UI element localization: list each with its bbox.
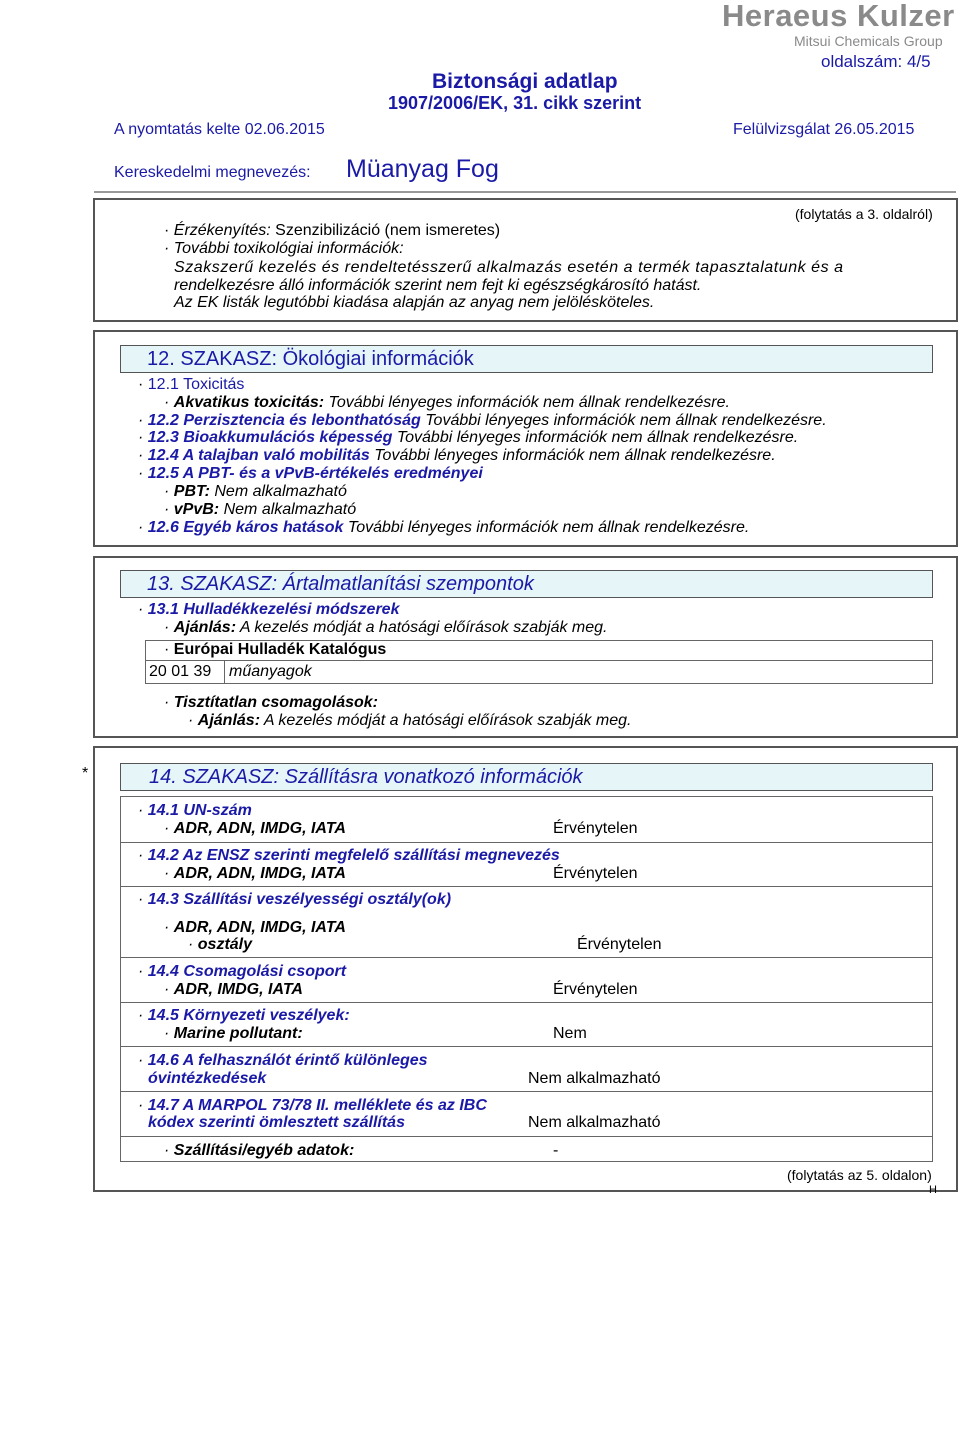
un-number-sub-row: · ADR, ADN, IMDG, IATA: [164, 820, 346, 837]
packing-group-regs: ADR, IMDG, IATA: [173, 981, 303, 998]
transport-row-divider: [120, 842, 933, 843]
packing-group-value: Érvénytelen: [553, 981, 638, 998]
bioaccumulation-label: 12.3 Bioakkumulációs képesség: [147, 429, 393, 446]
section-13-heading: [120, 570, 933, 598]
waste-catalog-label: Európai Hulladék Katalógus: [173, 641, 387, 658]
mobility-row: · 12.4 A talajban való mobilitás További lényeges információk nem állnak rendelkezésre.: [138, 447, 776, 464]
pbt-assessment-row: · 12.5 A PBT- és a vPvB-értékelés eredményei: [138, 465, 483, 482]
transport-row-divider: [120, 1091, 933, 1092]
section-12-title: 12. SZAKASZ: Ökológiai információk: [147, 348, 474, 370]
waste-catalog-code: 20 01 39: [149, 663, 212, 680]
toxicity-label: 12.1 Toxicitás: [147, 376, 245, 393]
sensitisation-row: · Érzékenyítés: Szenzibilizáció (nem ismeretes): [164, 222, 501, 239]
waste-methods-label: 13.1 Hulladékkezelési módszerek: [147, 601, 400, 618]
toxicity-row: · 12.1 Toxicitás: [138, 376, 245, 393]
special-precautions-row: · 14.6 A felhasználót érintő különleges: [138, 1052, 428, 1069]
trade-name-label: Kereskedelmi megnevezés:: [114, 164, 311, 181]
marpol-value: Nem alkalmazható: [528, 1114, 661, 1131]
shipping-name-label: 14.2 Az ENSZ szerinti megfelelő szállítási megnevezés: [147, 847, 560, 864]
transport-other-label: Szállítási/egyéb adatok:: [173, 1142, 355, 1159]
waste-catalog-divider: [145, 660, 933, 661]
hazard-class-label: 14.3 Szállítási veszélyességi osztály(ok): [147, 891, 452, 908]
print-date: A nyomtatás kelte 02.06.2015: [114, 121, 325, 138]
bioaccumulation-row: · 12.3 Bioakkumulációs képesség További lényeges információk nem állnak rendelkezésre.: [138, 429, 799, 446]
class-row: · osztály: [188, 936, 253, 953]
footer-mark: H: [929, 1184, 937, 1196]
aquatic-toxicity-label: Akvatikus toxicitás:: [173, 394, 325, 411]
further-tox-row: · További toxikológiai információk:: [164, 240, 404, 257]
recommendation-2-row: · Ajánlás: A kezelés módját a hatósági előírások szabják meg.: [188, 712, 632, 729]
class-value: Érvénytelen: [577, 936, 662, 953]
persistence-value: További lényeges információk nem állnak rendelkezésre.: [425, 412, 827, 429]
marpol-label: 14.7 A MARPOL 73/78 II. melléklete és az IBC: [147, 1097, 487, 1114]
marine-pollutant-label: Marine pollutant:: [173, 1025, 303, 1042]
hazard-class-regs: ADR, ADN, IMDG, IATA: [173, 919, 346, 936]
special-precautions-label-2: óvintézkedések: [148, 1070, 267, 1087]
tox-text-line-2: rendelkezésre álló információk szerint nem fejt ki egészségkárosító hatást.: [174, 277, 702, 294]
header-divider: [94, 191, 956, 193]
waste-catalog-description: műanyagok: [229, 663, 312, 680]
mobility-value: További lényeges információk nem állnak rendelkezésre.: [374, 447, 776, 464]
shipping-name-value: Érvénytelen: [553, 865, 638, 882]
un-number-regs: ADR, ADN, IMDG, IATA: [173, 820, 346, 837]
marine-pollutant-value: Nem: [553, 1025, 587, 1042]
section-12-heading: [120, 345, 933, 373]
recommendation-2-label: Ajánlás:: [197, 712, 261, 729]
packing-group-row: · 14.4 Csomagolási csoport: [138, 963, 347, 980]
env-hazards-label: 14.5 Környezeti veszélyek:: [147, 1007, 350, 1024]
class-label: osztály: [197, 936, 253, 953]
section-13-title: 13. SZAKASZ: Ártalmatlanítási szempontok: [147, 573, 534, 595]
marpol-row: · 14.7 A MARPOL 73/78 II. melléklete és az IBC: [138, 1097, 487, 1114]
revision-marker: *: [82, 765, 89, 782]
waste-catalog-header: · Európai Hulladék Katalógus: [164, 641, 387, 658]
vpvb-row: · vPvB: Nem alkalmazható: [164, 501, 357, 518]
hazard-class-sub-row: · ADR, ADN, IMDG, IATA: [164, 919, 346, 936]
shipping-name-row: · 14.2 Az ENSZ szerinti megfelelő szállítási megnevezés: [138, 847, 560, 864]
transport-row-divider: [120, 886, 933, 887]
section-14-title: 14. SZAKASZ: Szállításra vonatkozó információk: [149, 766, 583, 788]
transport-row-divider: [120, 1136, 933, 1137]
transport-other-row: · Szállítási/egyéb adatok:: [164, 1142, 355, 1159]
env-hazards-row: · 14.5 Környezeti veszélyek:: [138, 1007, 350, 1024]
transport-row-divider: [120, 1046, 933, 1047]
recommendation-2-value: A kezelés módját a hatósági előírások szabják meg.: [263, 712, 632, 729]
waste-methods-row: · 13.1 Hulladékkezelési módszerek: [138, 601, 400, 618]
sensitisation-value: Szenzibilizáció (nem ismeretes): [275, 222, 501, 239]
page-number: oldalszám: 4/5: [821, 52, 931, 71]
un-number-row: · 14.1 UN-szám: [138, 802, 252, 819]
company-logo-subtitle: Mitsui Chemicals Group: [794, 33, 943, 49]
transport-other-value: -: [553, 1142, 559, 1159]
shipping-name-regs: ADR, ADN, IMDG, IATA: [173, 865, 346, 882]
recommendation-value: A kezelés módját a hatósági előírások szabják meg.: [239, 619, 608, 636]
recommendation-row: · Ajánlás: A kezelés módját a hatósági előírások szabják meg.: [164, 619, 608, 636]
transport-row-divider: [120, 1002, 933, 1003]
marine-pollutant-row: · Marine pollutant:: [164, 1025, 303, 1042]
vpvb-label: vPvB:: [173, 501, 220, 518]
bioaccumulation-value: További lényeges információk nem állnak rendelkezésre.: [396, 429, 799, 446]
continued-to-note: (folytatás az 5. oldalon): [787, 1167, 932, 1183]
packing-group-label: 14.4 Csomagolási csoport: [147, 963, 347, 980]
aquatic-toxicity-row: · Akvatikus toxicitás: További lényeges információk nem állnak rendelkezésre.: [164, 394, 730, 411]
special-precautions-label: 14.6 A felhasználót érintő különleges: [147, 1052, 428, 1069]
vpvb-value: Nem alkalmazható: [223, 501, 357, 518]
trade-name-value: Müanyag Fog: [346, 155, 499, 183]
marpol-label-2: kódex szerinti ömlesztett szállítás: [148, 1114, 405, 1131]
section-14-heading: [120, 763, 933, 791]
un-number-label: 14.1 UN-szám: [147, 802, 252, 819]
document-title: Biztonsági adatlap: [432, 70, 618, 93]
revision-date: Felülvizsgálat 26.05.2015: [733, 121, 915, 138]
waste-catalog-col-divider: [224, 660, 225, 684]
other-effects-row: · 12.6 Egyéb káros hatások További lényeges információk nem állnak rendelkezésre.: [138, 519, 750, 536]
continued-from-note: (folytatás a 3. oldalról): [795, 206, 933, 222]
persistence-label: 12.2 Perzisztencia és lebonthatóság: [147, 412, 421, 429]
tox-text-line-3: Az EK listák legutóbbi kiadása alapján az anyag nem jelölésköteles.: [174, 294, 655, 311]
sensitisation-label: Érzékenyítés:: [173, 222, 271, 239]
pbt-row: · PBT: Nem alkalmazható: [164, 483, 347, 500]
hazard-class-row: · 14.3 Szállítási veszélyességi osztály(ok): [138, 891, 452, 908]
pbt-label: PBT:: [173, 483, 210, 500]
further-tox-label: További toxikológiai információk:: [173, 240, 404, 257]
uncleaned-packaging-row: · Tisztítatlan csomagolások:: [164, 694, 378, 711]
special-precautions-value: Nem alkalmazható: [528, 1070, 661, 1087]
uncleaned-packaging-label: Tisztítatlan csomagolások:: [173, 694, 378, 711]
persistence-row: · 12.2 Perzisztencia és lebonthatóság További lényeges információk nem állnak rendelkezésre.: [138, 412, 827, 429]
un-number-value: Érvénytelen: [553, 820, 638, 837]
tox-text-line-1: Szakszerű kezelés és rendeltetésszerű alkalmazás esetén a termék tapasztalatunk és a: [174, 259, 844, 276]
packing-group-sub-row: · ADR, IMDG, IATA: [164, 981, 303, 998]
company-logo: Heraeus Kulzer: [722, 0, 955, 33]
shipping-name-sub-row: · ADR, ADN, IMDG, IATA: [164, 865, 346, 882]
recommendation-label: Ajánlás:: [173, 619, 237, 636]
mobility-label: 12.4 A talajban való mobilitás: [147, 447, 370, 464]
pbt-assessment-label: 12.5 A PBT- és a vPvB-értékelés eredményei: [147, 465, 483, 482]
pbt-value: Nem alkalmazható: [214, 483, 347, 500]
other-effects-value: További lényeges információk nem állnak rendelkezésre.: [347, 519, 750, 536]
transport-row-divider: [120, 957, 933, 958]
aquatic-toxicity-value: További lényeges információk nem állnak rendelkezésre.: [328, 394, 730, 411]
document-subtitle: 1907/2006/EK, 31. cikk szerint: [388, 93, 642, 113]
other-effects-label: 12.6 Egyéb káros hatások: [147, 519, 344, 536]
